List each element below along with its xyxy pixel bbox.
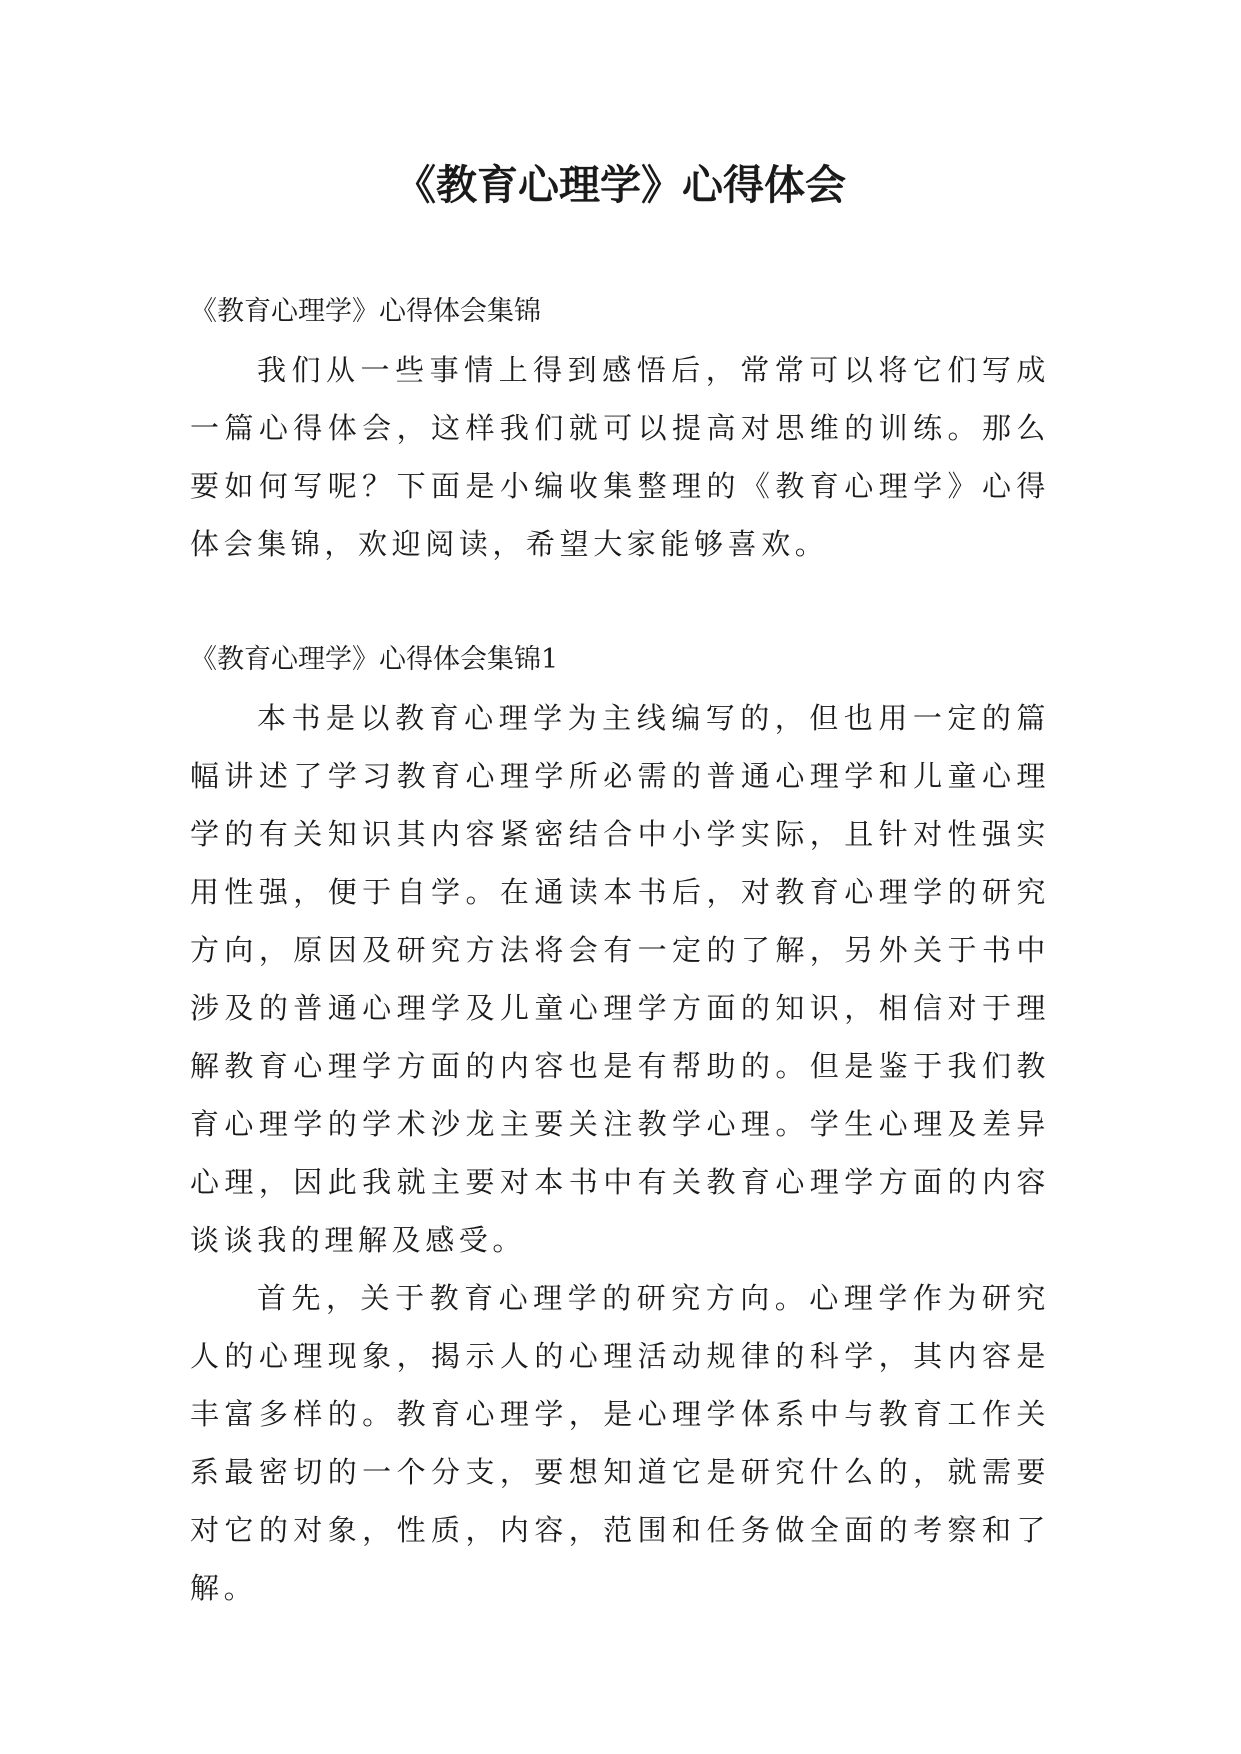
document-title: 《教育心理学》心得体会 xyxy=(395,161,846,209)
document-body xyxy=(190,283,1050,1617)
intro-heading: 《教育心理学》心得体会集锦 xyxy=(190,296,541,327)
section-heading: 《教育心理学》心得体会集锦1 xyxy=(190,644,559,675)
intro-paragraph: 我们从一些事情上得到感悟后，常常可以将它们写成一篇心得体会，这样我们就可以提高对思维的训练。那么要如何写呢？下面是小编收集整理的《教育心理学》心得体会集锦，欢迎阅读，希望大家能够喜欢。 xyxy=(190,353,1050,561)
section-spacer xyxy=(190,573,1050,631)
body-paragraph: 本书是以教育心理学为主线编写的，但也用一定的篇幅讲述了学习教育心理学所必需的普通心理学和儿童心理学的有关知识其内容紧密结合中小学实际，且针对性强实用性强，便于自学。在通读本书后，对教育心理学的研究方向，原因及研究方法将会有一定的了解，另外关于书中涉及的普通心理学及儿童心理学方面的知识，相信对于理解教育心理学方面的内容也是有帮助的。但是鉴于我们教育心理学的学术沙龙主要关注教学心理。学生心理及差异心理，因此我就主要对本书中有关教育心理学方面的内容谈谈我的理解及感受。 xyxy=(190,701,1050,1257)
body-paragraph: 首先，关于教育心理学的研究方向。心理学作为研究人的心理现象，揭示人的心理活动规律的科学，其内容是丰富多样的。教育心理学，是心理学体系中与教育工作关系最密切的一个分支，要想知道它是研究什么的，就需要对它的对象，性质，内容，范围和任务做全面的考察和了解。 xyxy=(190,1281,1050,1605)
